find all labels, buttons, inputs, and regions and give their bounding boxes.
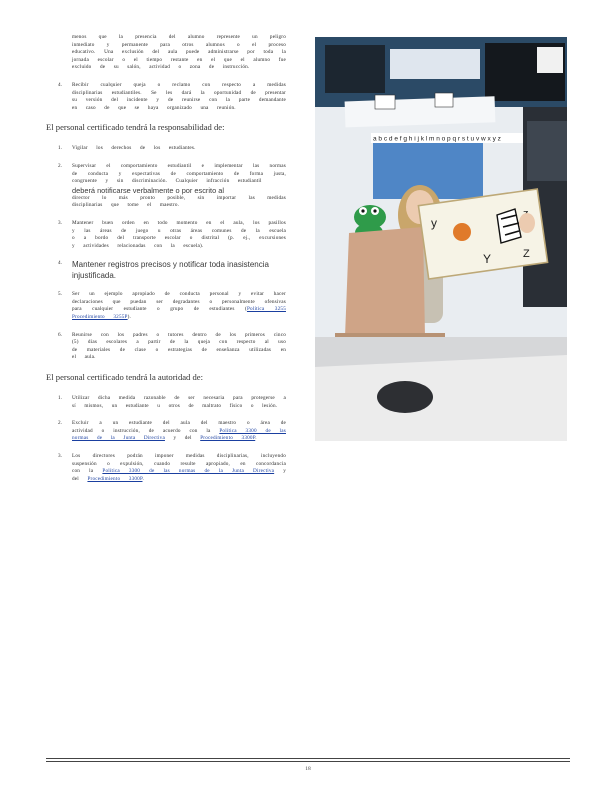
list-item <box>46 260 286 281</box>
item-number: 6. <box>58 331 62 338</box>
item-text-part: y del <box>72 468 287 482</box>
list-item <box>46 145 286 153</box>
item-number: 4. <box>58 260 62 267</box>
item-text-part: . <box>142 475 144 482</box>
list-item <box>46 332 286 362</box>
list-item <box>46 395 286 410</box>
list-item <box>46 453 286 483</box>
footer-rule <box>46 761 570 762</box>
item-text: Recibir cualquier queja o reclamo con respecto a medidas disciplinarias estudiantiles. Se les dará la oportunidad de presentar su versión del incidente y de reunirse con la parte demandante en caso de que se haya organizado una reunión. <box>72 81 286 111</box>
item-text-part: ). <box>127 314 132 321</box>
procedure-3300p-link[interactable]: Procedimiento 3300P <box>200 435 256 442</box>
item-number: 2. <box>58 162 62 169</box>
classroom-photo <box>315 37 567 441</box>
item-text-part: Excluir a un estudiante del aula del maestro o área de actividad o instrucción, de acuerdo con la <box>72 420 286 434</box>
item-text <box>72 291 286 321</box>
policy-3300-link[interactable]: Política 3300 de las normas de la Junta Directiva <box>72 427 286 442</box>
item-text <box>72 420 286 443</box>
page-number: 18 <box>305 766 311 772</box>
item-text-part: y del <box>173 435 192 442</box>
item-text-part: Ser un ejemplo apropiado de conducta personal y evitar hacer declaraciones que puedan ser degradantes o personalmente ofensivas para cualquier estudiante o grupo de estudiantes ( <box>72 291 286 313</box>
policy-3300-link[interactable]: Política 3300 de las normas de la Junta Directiva <box>102 468 275 475</box>
continued-text: menos que la presencia del alumno represente un peligro inmediato y permanente para otros alumnos o el proceso educativo. Una exclusión del aula puede administrarse por toda la jornada escolar o el tiempo restante en el que el alumno fue excluido de su salón, actividad o zona de instrucción. <box>72 34 286 71</box>
card-letter: Y <box>483 252 492 266</box>
item-text: Utilizar dicha medida razonable de ser necesaria para protegerse a sí mismos, un estudiante u otros de maltrato físico o lesión. <box>72 395 286 409</box>
card-letter: y <box>431 216 437 230</box>
classroom-photo-illustration <box>315 37 567 441</box>
item-text <box>72 453 286 483</box>
item-number: 3. <box>58 453 62 459</box>
list-item <box>46 420 286 443</box>
alphabet-strip: a b c d e f g h i j k l m n o p q r s t u v w x y z <box>373 135 501 143</box>
section-heading-responsibility: El personal certificado tendrá la responsabilidad de: <box>46 122 225 133</box>
emphasis-text: Mantener registros precisos y notificar toda inasistencia injustificada. <box>72 260 269 280</box>
item-text-part: Los directores podrán imponer medidas disciplinarias, incluyendo suspensión o expulsión, cuando resulte apropiado, en concordancia con la <box>72 453 286 475</box>
procedure-3300p-link[interactable]: Procedimiento 3300P <box>87 475 143 482</box>
item-number: 1. <box>58 395 62 402</box>
emphasis-text: deberá notificarse verbalmente o por escrito al <box>72 185 224 195</box>
card-letter: Z <box>523 248 530 260</box>
policy-3255-link[interactable]: Política 3255 Procedimiento 3255P <box>72 306 286 321</box>
footer-rule <box>46 758 570 759</box>
item-text-part: . <box>255 435 257 442</box>
text-column <box>46 34 286 493</box>
item-number: 4. <box>58 81 62 88</box>
section-heading-authority: El personal certificado tendrá la autoridad de: <box>46 372 204 383</box>
item-text-continued: director lo más pronto posible, sin importar las medidas disciplinarias que tome el maestro. <box>72 194 286 209</box>
item-number: 1. <box>58 145 62 152</box>
item-text: Reunirse con los padres o tutores dentro de los primeros cinco (5) días escolares a partir de la queja con respecto al uso de materiales de clase o estrategias de enseñanza utilizadas en el aula. <box>72 331 286 361</box>
continued-paragraph <box>46 34 286 72</box>
list-item <box>46 82 286 112</box>
list-item <box>46 220 286 250</box>
item-number: 2. <box>58 420 62 427</box>
item-number: 5. <box>58 291 62 298</box>
item-text: Mantener buen orden en todo momento en el aula, los pasillos y las áreas de juego u otras áreas comunes de la escuela o a bordo del transporte escolar o distrital (p. ej., excursiones y actividades relacionadas con la escuela). <box>72 219 286 249</box>
item-text: Vigilar los derechos de los estudiantes. <box>72 145 196 152</box>
list-item <box>46 163 286 210</box>
item-text: Supervisar el comportamiento estudiantil e implementar las normas de conducta y expectativas de comportamiento de forma justa, congruente y sin discriminación. Cualquier infracción estudiantil <box>72 162 286 185</box>
list-item <box>46 291 286 321</box>
item-number: 3. <box>58 219 62 226</box>
